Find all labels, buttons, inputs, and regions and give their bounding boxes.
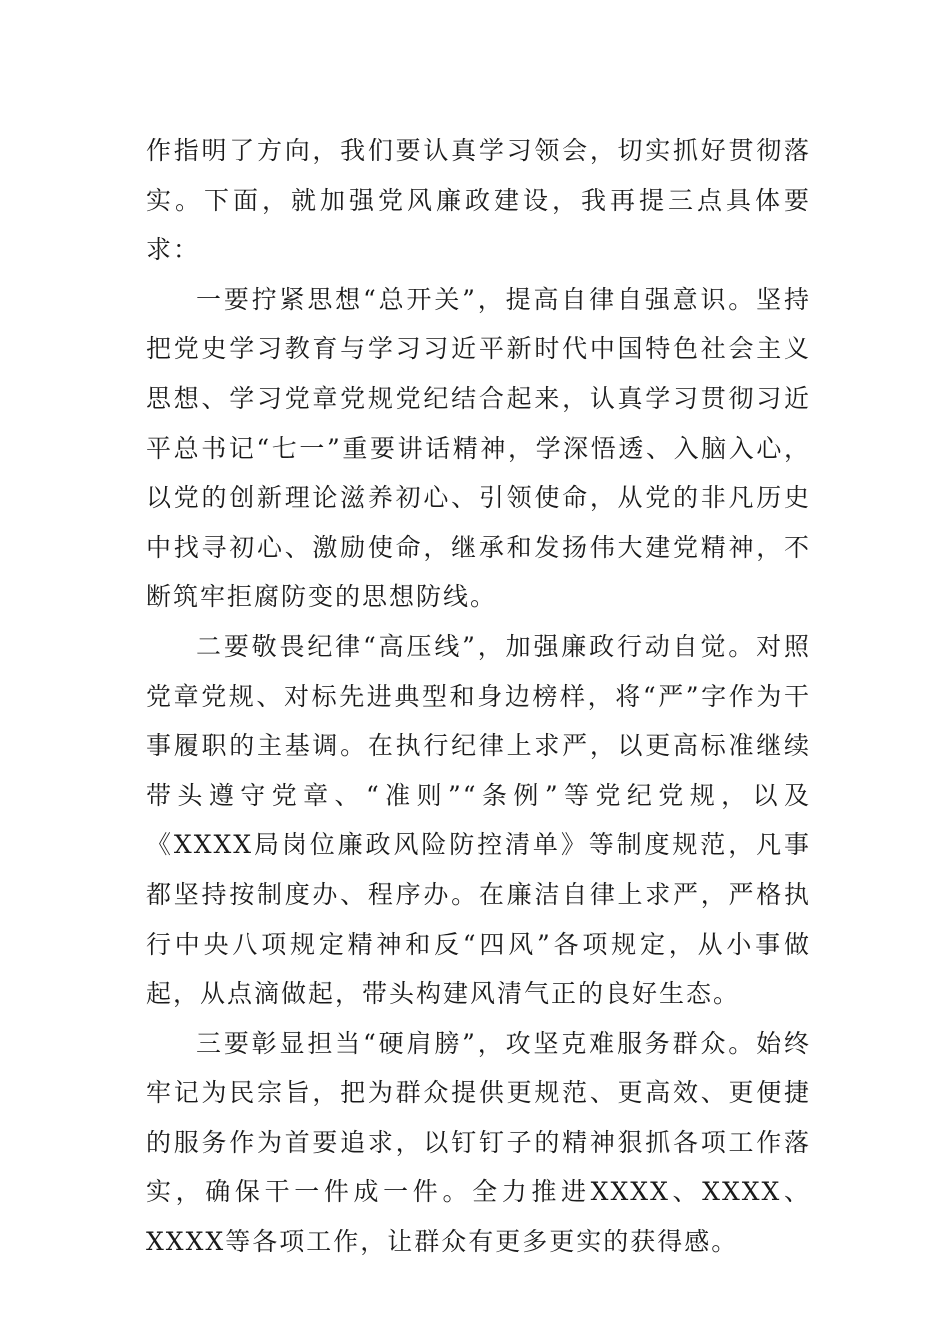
paragraph-requirement-one: 一要拧紧思想“总开关”，提高自律自强意识。坚持把党史学习教育与学习习近平新时代中国特色社会主义思想、学习党章党规党纪结合起来，认真学习贯彻习近平总书记“七一”重要讲话精神，学深悟透、入脑入心，以党的创新理论滋养初心、引领使命，从党的非凡历史中找寻初心、激励使命，继承和发扬伟大建党精神，不断筑牢拒腐防变的思想防线。: [146, 284, 811, 612]
paragraph-requirement-three: 三要彰显担当“硬肩膀”，攻坚克难服务群众。始终牢记为民宗旨，把为群众提供更规范、更高效、更便捷的服务作为首要追求，以钉钉子的精神狠抓各项工作落实，确保干一件成一件。全力推进XXXX、XXXX、XXXX等各项工作，让群众有更多更实的获得感。: [146, 1028, 811, 1257]
document-body: [146, 126, 811, 1267]
paragraph-requirement-two: 二要敬畏纪律“高压线”，加强廉政行动自觉。对照党章党规、对标先进典型和身边榜样，将“严”字作为干事履职的主基调。在执行纪律上求严，以更高标准继续带头遵守党章、“准则”“条例”等党纪党规，以及《XXXX局岗位廉政风险防控清单》等制度规范，凡事都坚持按制度办、程序办。在廉洁自律上求严，严格执行中央八项规定精神和反“四风”各项规定，从小事做起，从点滴做起，带头构建风清气正的良好生态。: [146, 631, 811, 1009]
paragraph-continuation: 作指明了方向，我们要认真学习领会，切实抓好贯彻落实。下面，就加强党风廉政建设，我再提三点具体要求：: [146, 136, 811, 265]
